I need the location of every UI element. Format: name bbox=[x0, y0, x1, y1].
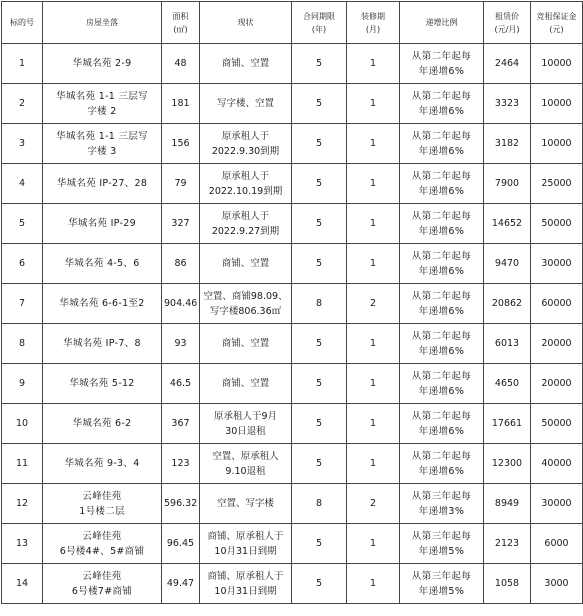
header-area: 面积 (㎡) bbox=[162, 2, 200, 44]
cell-lot-no: 8 bbox=[2, 324, 43, 364]
cell-deposit: 10000 bbox=[531, 84, 583, 124]
cell-area: 93 bbox=[162, 324, 200, 364]
cell-term: 5 bbox=[292, 324, 347, 364]
cell-term: 5 bbox=[292, 444, 347, 484]
cell-status: 原承租人于9月 30日退租 bbox=[200, 404, 292, 444]
header-term: 合同期限 (年) bbox=[292, 2, 347, 44]
cell-renovation: 1 bbox=[347, 244, 400, 284]
cell-renovation: 1 bbox=[347, 404, 400, 444]
cell-status: 空置、原承租人 9.10退租 bbox=[200, 444, 292, 484]
cell-lot-no: 11 bbox=[2, 444, 43, 484]
cell-term: 8 bbox=[292, 284, 347, 324]
cell-area: 596.32 bbox=[162, 484, 200, 524]
cell-lot-no: 6 bbox=[2, 244, 43, 284]
cell-property: 华城名苑 IP-7、8 bbox=[43, 324, 162, 364]
cell-rent: 17661 bbox=[484, 404, 531, 444]
table-row bbox=[2, 404, 583, 444]
cell-renovation: 2 bbox=[347, 284, 400, 324]
cell-lot-no: 10 bbox=[2, 404, 43, 444]
cell-term: 5 bbox=[292, 44, 347, 84]
table-body bbox=[2, 44, 583, 604]
cell-area: 79 bbox=[162, 164, 200, 204]
cell-term: 5 bbox=[292, 564, 347, 604]
cell-renovation: 1 bbox=[347, 124, 400, 164]
cell-increase: 从第二年起每 年递增6% bbox=[400, 124, 484, 164]
cell-term: 5 bbox=[292, 404, 347, 444]
table-row bbox=[2, 524, 583, 564]
cell-renovation: 1 bbox=[347, 524, 400, 564]
cell-rent: 20862 bbox=[484, 284, 531, 324]
header-rent: 租赁价 (元/月) bbox=[484, 2, 531, 44]
cell-rent: 3182 bbox=[484, 124, 531, 164]
table-row bbox=[2, 284, 583, 324]
cell-increase: 从第二年起每 年递增6% bbox=[400, 164, 484, 204]
cell-rent: 9470 bbox=[484, 244, 531, 284]
cell-renovation: 2 bbox=[347, 484, 400, 524]
cell-rent: 12300 bbox=[484, 444, 531, 484]
cell-area: 327 bbox=[162, 204, 200, 244]
cell-deposit: 30000 bbox=[531, 244, 583, 284]
cell-property: 华城名苑 1-1 三层写 字楼 2 bbox=[43, 84, 162, 124]
cell-property: 云峰佳苑 6号楼4#、5#商铺 bbox=[43, 524, 162, 564]
cell-rent: 14652 bbox=[484, 204, 531, 244]
cell-deposit: 20000 bbox=[531, 324, 583, 364]
cell-lot-no: 12 bbox=[2, 484, 43, 524]
cell-deposit: 60000 bbox=[531, 284, 583, 324]
table-row bbox=[2, 364, 583, 404]
cell-area: 367 bbox=[162, 404, 200, 444]
table-row bbox=[2, 324, 583, 364]
cell-renovation: 1 bbox=[347, 44, 400, 84]
table-row bbox=[2, 84, 583, 124]
cell-increase: 从第二年起每 年递增6% bbox=[400, 284, 484, 324]
cell-increase: 从第二年起每 年递增6% bbox=[400, 404, 484, 444]
cell-status: 商铺、空置 bbox=[200, 44, 292, 84]
cell-rent: 6013 bbox=[484, 324, 531, 364]
cell-area: 156 bbox=[162, 124, 200, 164]
cell-term: 5 bbox=[292, 204, 347, 244]
cell-deposit: 50000 bbox=[531, 204, 583, 244]
cell-deposit: 3000 bbox=[531, 564, 583, 604]
cell-increase: 从第二年起每 年递增6% bbox=[400, 44, 484, 84]
cell-lot-no: 2 bbox=[2, 84, 43, 124]
cell-status: 写字楼、空置 bbox=[200, 84, 292, 124]
cell-deposit: 10000 bbox=[531, 44, 583, 84]
cell-renovation: 1 bbox=[347, 324, 400, 364]
cell-property: 华城名苑 4-5、6 bbox=[43, 244, 162, 284]
cell-renovation: 1 bbox=[347, 204, 400, 244]
cell-property: 华城名苑 IP-27、28 bbox=[43, 164, 162, 204]
table-row bbox=[2, 564, 583, 604]
cell-lot-no: 13 bbox=[2, 524, 43, 564]
cell-lot-no: 7 bbox=[2, 284, 43, 324]
cell-rent: 4650 bbox=[484, 364, 531, 404]
cell-rent: 2123 bbox=[484, 524, 531, 564]
cell-lot-no: 5 bbox=[2, 204, 43, 244]
cell-term: 5 bbox=[292, 124, 347, 164]
cell-term: 5 bbox=[292, 364, 347, 404]
cell-property: 云峰佳苑 6号楼7#商铺 bbox=[43, 564, 162, 604]
cell-area: 96.45 bbox=[162, 524, 200, 564]
table-row bbox=[2, 44, 583, 84]
cell-property: 华城名苑 2-9 bbox=[43, 44, 162, 84]
header-lot-no: 标的号 bbox=[2, 2, 43, 44]
cell-status: 原承租人于 2022.10.19到期 bbox=[200, 164, 292, 204]
lease-table bbox=[1, 1, 583, 604]
cell-increase: 从第二年起每 年递增6% bbox=[400, 444, 484, 484]
cell-property: 华城名苑 IP-29 bbox=[43, 204, 162, 244]
cell-area: 123 bbox=[162, 444, 200, 484]
cell-lot-no: 1 bbox=[2, 44, 43, 84]
cell-lot-no: 9 bbox=[2, 364, 43, 404]
cell-deposit: 20000 bbox=[531, 364, 583, 404]
cell-term: 5 bbox=[292, 164, 347, 204]
cell-area: 181 bbox=[162, 84, 200, 124]
cell-increase: 从第三年起每 年递增5% bbox=[400, 524, 484, 564]
header-increase: 递增比例 bbox=[400, 2, 484, 44]
cell-increase: 从第二年起每 年递增6% bbox=[400, 204, 484, 244]
cell-status: 商铺、空置 bbox=[200, 364, 292, 404]
cell-rent: 1058 bbox=[484, 564, 531, 604]
table-row bbox=[2, 124, 583, 164]
header-property: 房屋坐落 bbox=[43, 2, 162, 44]
cell-increase: 从第二年起每 年递增6% bbox=[400, 364, 484, 404]
cell-renovation: 1 bbox=[347, 164, 400, 204]
table-row bbox=[2, 444, 583, 484]
cell-area: 48 bbox=[162, 44, 200, 84]
cell-deposit: 30000 bbox=[531, 484, 583, 524]
cell-status: 商铺、空置 bbox=[200, 244, 292, 284]
cell-increase: 从第三年起每 年递增5% bbox=[400, 564, 484, 604]
table-row bbox=[2, 244, 583, 284]
cell-status: 商铺、原承租人于 10月31日到期 bbox=[200, 524, 292, 564]
cell-property: 华城名苑 9-3、4 bbox=[43, 444, 162, 484]
cell-term: 8 bbox=[292, 484, 347, 524]
cell-lot-no: 14 bbox=[2, 564, 43, 604]
cell-property: 华城名苑 6-2 bbox=[43, 404, 162, 444]
header-deposit: 竞租保证金 (元) bbox=[531, 2, 583, 44]
header-renovation: 装修期 (月) bbox=[347, 2, 400, 44]
table-row bbox=[2, 164, 583, 204]
cell-term: 5 bbox=[292, 524, 347, 564]
cell-increase: 从第三年起每 年递增3% bbox=[400, 484, 484, 524]
cell-deposit: 10000 bbox=[531, 124, 583, 164]
cell-lot-no: 3 bbox=[2, 124, 43, 164]
cell-area: 86 bbox=[162, 244, 200, 284]
table-row bbox=[2, 484, 583, 524]
cell-property: 华城名苑 1-1 三层写 字楼 3 bbox=[43, 124, 162, 164]
cell-rent: 8949 bbox=[484, 484, 531, 524]
cell-renovation: 1 bbox=[347, 444, 400, 484]
cell-deposit: 40000 bbox=[531, 444, 583, 484]
cell-rent: 3323 bbox=[484, 84, 531, 124]
cell-status: 商铺、空置 bbox=[200, 324, 292, 364]
cell-deposit: 6000 bbox=[531, 524, 583, 564]
cell-status: 空置、写字楼 bbox=[200, 484, 292, 524]
cell-area: 49.47 bbox=[162, 564, 200, 604]
cell-property: 华城名苑 6-6-1至2 bbox=[43, 284, 162, 324]
cell-area: 904.46 bbox=[162, 284, 200, 324]
header-status: 现状 bbox=[200, 2, 292, 44]
cell-status: 商铺、原承租人于 10月31日到期 bbox=[200, 564, 292, 604]
cell-increase: 从第二年起每 年递增6% bbox=[400, 244, 484, 284]
cell-lot-no: 4 bbox=[2, 164, 43, 204]
cell-status: 原承租人于 2022.9.30到期 bbox=[200, 124, 292, 164]
cell-status: 原承租人于 2022.9.27到期 bbox=[200, 204, 292, 244]
cell-rent: 2464 bbox=[484, 44, 531, 84]
cell-increase: 从第二年起每 年递增6% bbox=[400, 84, 484, 124]
cell-deposit: 25000 bbox=[531, 164, 583, 204]
cell-rent: 7900 bbox=[484, 164, 531, 204]
cell-area: 46.5 bbox=[162, 364, 200, 404]
cell-renovation: 1 bbox=[347, 84, 400, 124]
cell-term: 5 bbox=[292, 84, 347, 124]
cell-deposit: 50000 bbox=[531, 404, 583, 444]
cell-renovation: 1 bbox=[347, 364, 400, 404]
cell-property: 华城名苑 5-12 bbox=[43, 364, 162, 404]
cell-term: 5 bbox=[292, 244, 347, 284]
cell-increase: 从第二年起每 年递增6% bbox=[400, 324, 484, 364]
header-row bbox=[2, 2, 583, 44]
cell-property: 云峰佳苑 1号楼二层 bbox=[43, 484, 162, 524]
cell-renovation: 1 bbox=[347, 564, 400, 604]
cell-status: 空置、商铺98.09、 写字楼806.36㎡ bbox=[200, 284, 292, 324]
table-row bbox=[2, 204, 583, 244]
